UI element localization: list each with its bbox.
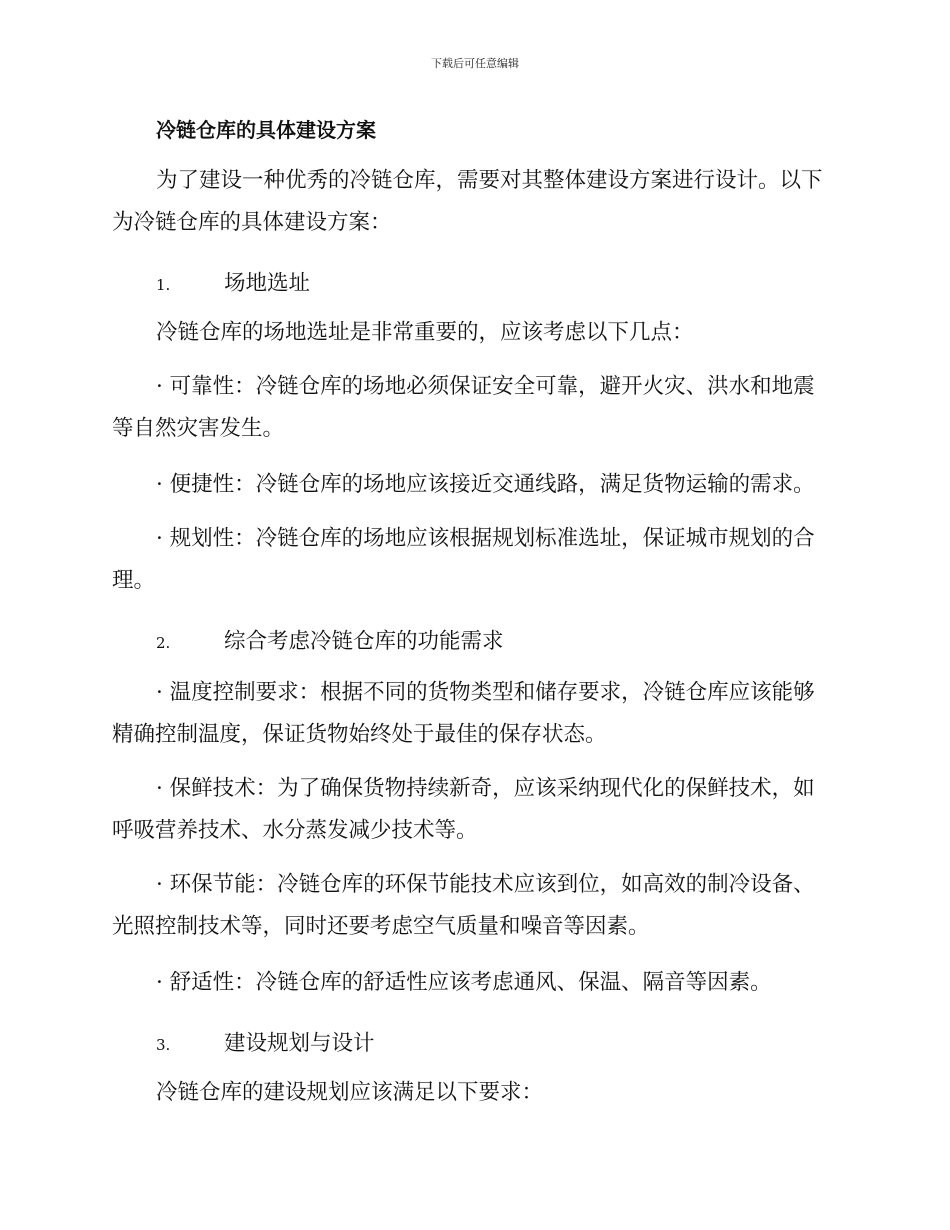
bullet-paragraph: · 保鲜技术：为了确保货物持续新奇，应该采纳现代化的保鲜技术，如呼吸营养技术、水分蒸发减少技术等。 <box>112 776 815 843</box>
section-heading-3 <box>156 1026 375 1057</box>
section-number: 2. <box>156 634 171 652</box>
page-header: 下载后可任意编辑 <box>431 57 519 70</box>
section-1-lead: 冷链仓库的场地选址是非常重要的，应该考虑以下几点： <box>156 320 694 345</box>
bullet-paragraph: · 可靠性：冷链仓库的场地必须保证安全可靠，避开火灾、洪水和地震等自然灾害发生。 <box>112 374 815 441</box>
section-number: 3. <box>156 1036 171 1054</box>
section-heading-text: 场地选址 <box>224 271 311 296</box>
section-heading-2 <box>156 624 504 655</box>
section-3-lead: 冷链仓库的建设规划应该满足以下要求： <box>156 1080 544 1105</box>
section-heading-text: 综合考虑冷链仓库的功能需求 <box>224 629 504 654</box>
bullet-paragraph: · 温度控制要求：根据不同的货物类型和储存要求，冷链仓库应该能够精确控制温度，保证货物始终处于最佳的保存状态。 <box>112 680 815 747</box>
intro-paragraph: 为了建设一种优秀的冷链仓库，需要对其整体建设方案进行设计。以下为冷链仓库的具体建设方案： <box>112 168 823 235</box>
section-heading-1 <box>156 266 310 297</box>
bullet-paragraph: · 环保节能：冷链仓库的环保节能技术应该到位，如高效的制冷设备、光照控制技术等，同时还要考虑空气质量和噪音等因素。 <box>112 872 815 939</box>
bullet-paragraph: · 舒适性：冷链仓库的舒适性应该考虑通风、保温、隔音等因素。 <box>156 970 772 995</box>
bullet-paragraph: · 便捷性：冷链仓库的场地应该接近交通线路，满足货物运输的需求。 <box>156 472 815 497</box>
document-title: 冷链仓库的具体建设方案 <box>156 118 376 142</box>
bullet-paragraph: · 规划性：冷链仓库的场地应该根据规划标准选址，保证城市规划的合理。 <box>112 526 815 593</box>
section-heading-text: 建设规划与设计 <box>224 1031 375 1056</box>
section-number: 1. <box>156 276 171 294</box>
